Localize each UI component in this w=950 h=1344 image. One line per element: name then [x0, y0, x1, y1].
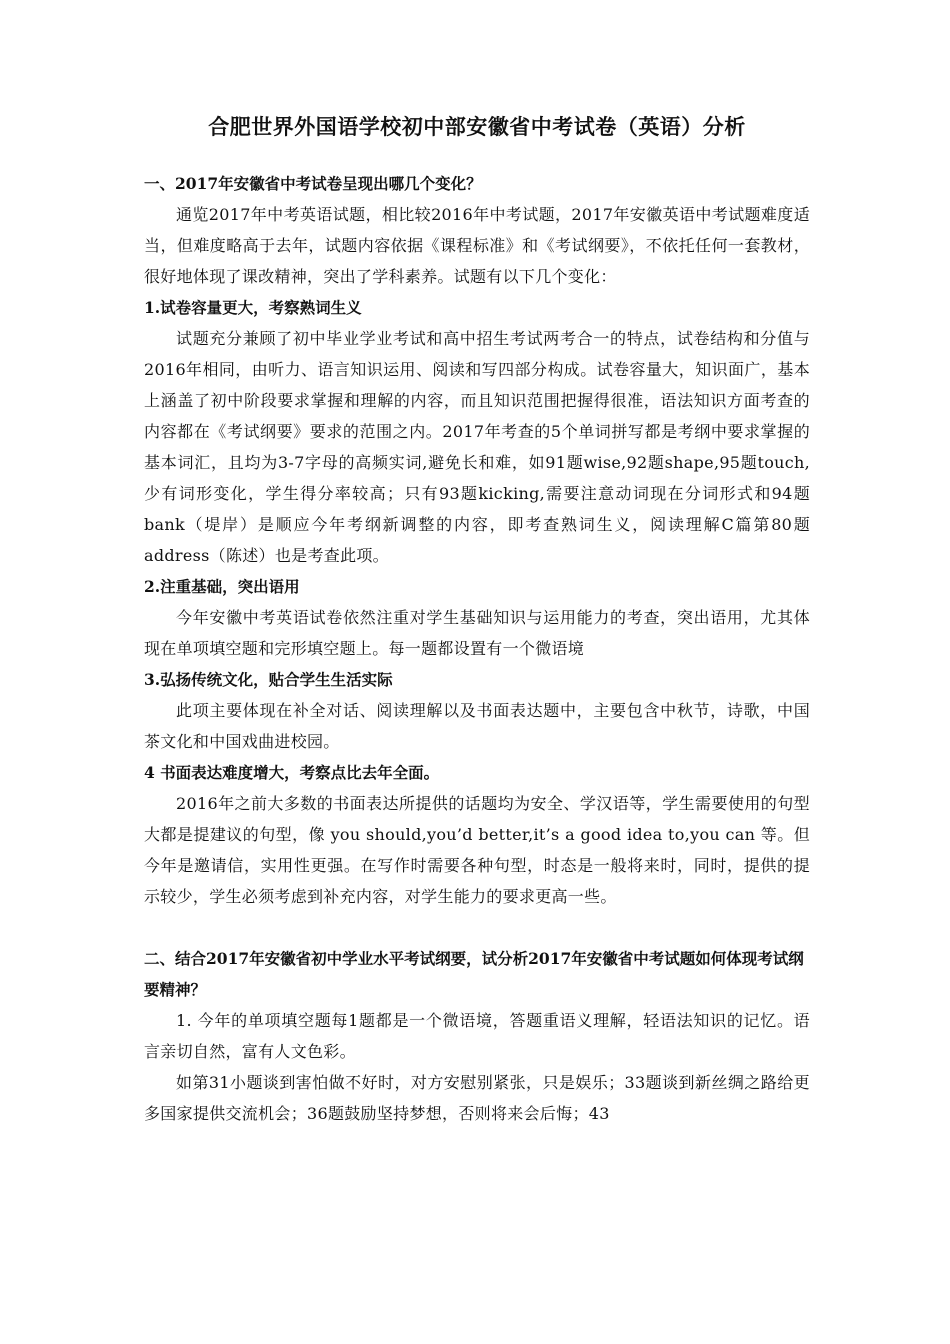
section-2-heading: 二、结合2017年安徽省初中学业水平考试纲要，试分析2017年安徽省中考试题如何体现考试纲要精神？	[144, 949, 804, 999]
section-1-heading: 一、2017年安徽省中考试卷呈现出哪几个变化？	[144, 174, 482, 193]
section-spacer	[144, 912, 810, 943]
section-1	[144, 168, 810, 912]
item-2-text: 今年安徽中考英语试卷依然注重对学生基础知识与运用能力的考查，突出语用，尤其体现在单项填空题和完形填空题上。每一题都设置有一个微语境	[144, 608, 810, 658]
item-4-text: 2016年之前大多数的书面表达所提供的话题均为安全、学汉语等，学生需要使用的句型大都是提建议的句型，像 you should,you’d better,it’s a good idea to,you can 等。但今年是邀请信，实用性更强。在写作时需要各种句型，时态是一般将来时，同时，提供的提示较少，学生必须考虑到补充内容，对学生能力的要求更高一些。	[144, 794, 810, 906]
section-2	[144, 943, 810, 1129]
section-2-paragraph-1: 1. 今年的单项填空题每1题都是一个微语境，答题重语义理解，轻语法知识的记忆。语言亲切自然，富有人文色彩。	[144, 1011, 810, 1061]
item-3-heading: 3.弘扬传统文化，贴合学生生活实际	[144, 670, 393, 689]
section-1-intro: 通览2017年中考英语试题，相比较2016年中考试题，2017年安徽英语中考试题难度适当，但难度略高于去年，试题内容依据《课程标准》和《考试纲要》，不依托任何一套教材，很好地体现了课改精神，突出了学科素养。试题有以下几个变化：	[144, 205, 810, 286]
document-title: 合肥世界外国语学校初中部安徽省中考试卷（英语）分析	[208, 114, 746, 139]
item-1-heading: 1.试卷容量更大，考察熟词生义	[144, 298, 362, 317]
section-2-paragraph-2: 如第31小题谈到害怕做不好时，对方安慰别紧张，只是娱乐；33题谈到新丝绸之路给更多国家提供交流机会；36题鼓励坚持梦想，否则将来会后悔；43	[144, 1073, 810, 1123]
item-1-text: 试题充分兼顾了初中毕业学业考试和高中招生考试两考合一的特点，试卷结构和分值与2016年相同，由听力、语言知识运用、阅读和写四部分构成。试卷容量大，知识面广，基本上涵盖了初中阶段要求掌握和理解的内容，而且知识范围把握得很准，语法知识方面考查的内容都在《考试纲要》要求的范围之内。2017年考查的5个单词拼写都是考纲中要求掌握的基本词汇，且均为3-7字母的高频实词,避免长和难，如91题wise,92题shape,95题touch,少有词形变化，学生得分率较高；只有93题kicking,需要注意动词现在分词形式和94题bank（堤岸）是顺应今年考纲新调整的内容，即考查熟词生义，阅读理解C篇第80题address（陈述）也是考查此项。	[144, 329, 810, 565]
item-3-text: 此项主要体现在补全对话、阅读理解以及书面表达题中，主要包含中秋节，诗歌，中国茶文化和中国戏曲进校园。	[144, 701, 810, 751]
item-2-heading: 2.注重基础，突出语用	[144, 577, 300, 596]
item-4-heading: 4 书面表达难度增大，考察点比去年全面。	[144, 763, 440, 782]
